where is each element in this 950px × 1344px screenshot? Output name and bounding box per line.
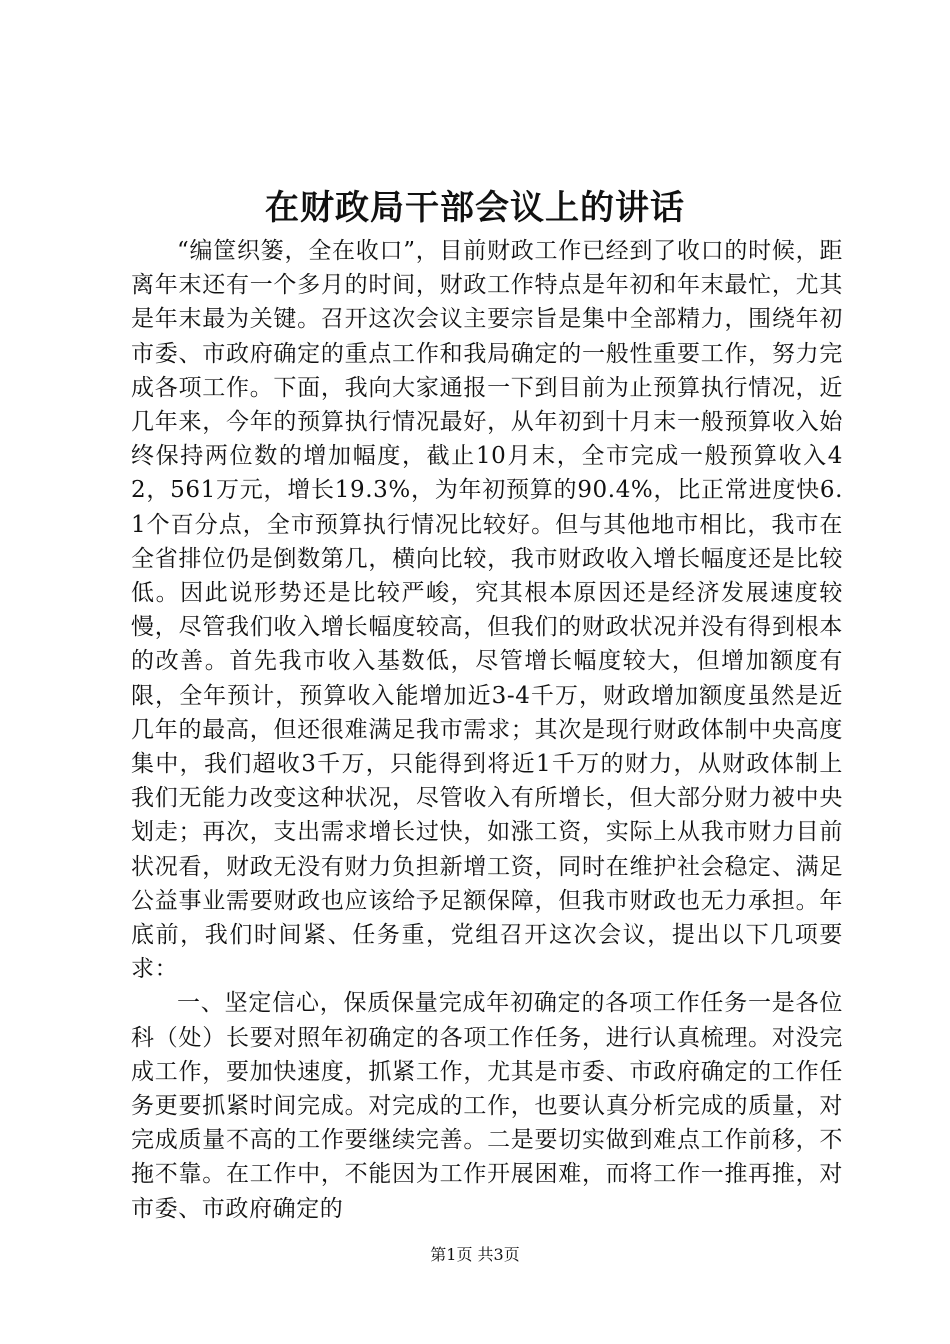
body-paragraph-2: 一、坚定信心，保质保量完成年初确定的各项工作任务一是各位科（处）长要对照年初确定的各项工作任务，进行认真梳理。对没完成工作，要加快速度，抓紧工作，尤其是市委、市政府确定的工作任务更要抓紧时间完成。对完成的工作，也要认真分析完成的质量，对完成质量不高的工作要继续完善。二是要切实做到难点工作前移，不拖不靠。在工作中，不能因为工作开展困难，而将工作一推再推，对市委、市政府确定的 [131, 990, 843, 1222]
body-paragraph-1: “编筐织篓，全在收口”，目前财政工作已经到了收口的时候，距离年末还有一个多月的时间，财政工作特点是年初和年末最忙，尤其是年末最为关键。召开这次会议主要宗旨是集中全部精力，围绕年初市委、市政府确定的重点工作和我局确定的一般性重要工作，努力完成各项工作。下面，我向大家通报一下到目前为止预算执行情况，近几年来，今年的预算执行情况最好，从年初到十月末一般预算收入始终保持两位数的增加幅度，截止10月末，全市完成一般预算收入42，561万元，增长19.3%，为年初预算的90.4%，比正常进度快6.1个百分点，全市预算执行情况比较好。但与其他地市相比，我市在全省排位仍是倒数第几，横向比较，我市财政收入增长幅度还是比较低。因此说形势还是比较严峻，究其根本原因还是经济发展速度较慢，尽管我们收入增长幅度较高，但我们的财政状况并没有得到根本的改善。首先我市收入基数低，尽管增长幅度较大，但增加额度有限，全年预计，预算收入能增加近3-4千万，财政增加额度虽然是近几年的最高，但还很难满足我市需求；其次是现行财政体制中央高度集中，我们超收3千万，只能得到将近1千万的财力，从财政体制上我们无能力改变这种状况，尽管收入有所增长，但大部分财力被中央划走；再次，支出需求增长过快，如涨工资，实际上从我市财力目前状况看，财政无没有财力负担新增工资，同时在维护社会稳定、满足公益事业需要财政也应该给予足额保障，但我市财政也无力承担。年底前，我们时间紧、任务重，党组召开这次会议，提出以下几项要求： [131, 238, 843, 983]
document-body [131, 234, 843, 1226]
page-footer: 第1页 共3页 [430, 1245, 520, 1264]
document-title: 在财政局干部会议上的讲话 [265, 188, 685, 228]
